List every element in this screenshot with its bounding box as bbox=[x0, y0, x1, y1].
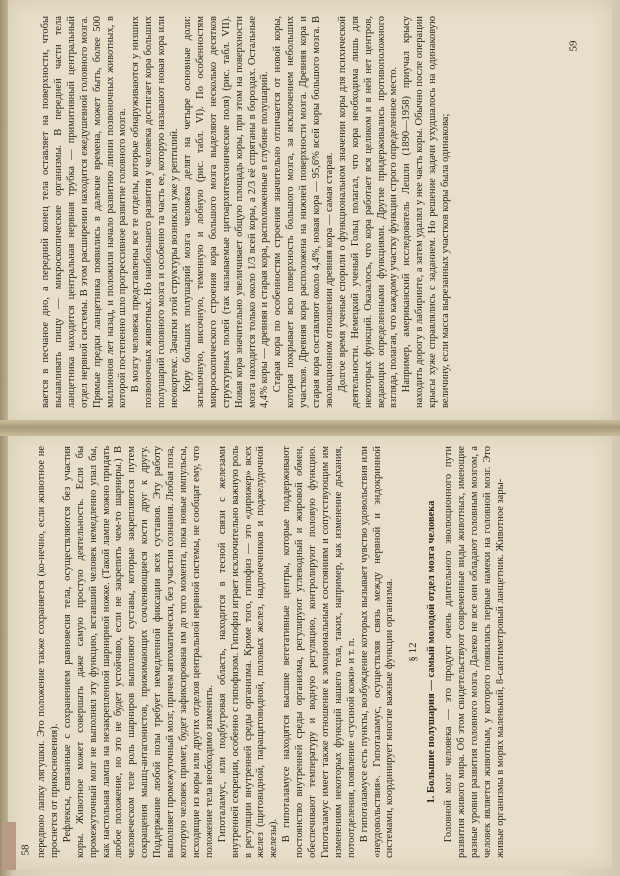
page-number: 58 bbox=[19, 844, 32, 856]
paragraph: Кору больших полушарий мозга человека делят на четыре основные доли: затылочную, височную, теменную и лобную (рис. табл. VI). По особенностям микроскопического строения кора большого мозга выделяют несколько десятков структурных полей (так называемые цитоархитектонические поля) (рис. табл. VII). Новая кора значительно увеличивает общую площадь коры, при этом на поверхности мозга находится только около 1/3 всей коры, а 2/3 её спрятаны в бороздах. Остальные 4,4% коры — древняя и старая кора, расположенные в глубине полушарий. bbox=[181, 16, 271, 408]
paragraph: Например, американский исследователь Лешли (1890—1958) приучал крысу находить дорогу в лабиринте, а затем удалял у нее часть коры. Обычно после операции крысы хуже справлялись с заданием. Но решение задачи ухудшалось на одинаковую величину, если масса вырезанных участков коры была одинакова; bbox=[401, 16, 452, 408]
paragraph: Долгое время ученые спорили о функциональном значении коры для психической деятельности. Немецкий ученый Гольц полагал, что кора необходима лишь для некоторых функций. Оказалось, что кора работает вся целиком и в ней нет центров, ведающих определенными функциями. Другие придерживались противоположного взгляда, полагая, что каждому участку функции строго определенное место. bbox=[336, 16, 400, 408]
section-heading: 1. Большие полушария — самый молодой отдел мозга человека bbox=[426, 500, 438, 804]
section-mark: § 12 bbox=[407, 642, 420, 662]
paragraph: Головной мозг человека — это продукт очень длительного эволюционного пути развития живого мира. Об этом свидетельствуют современные виды животных, имеющие разные уровни развития головного мозга. Далеко не все они обладают головным мозгом, а человек является животным, у которого появились первые намеки на головной мозг. Это живые организмы в морях маленький, 8-сантиметровый ланцетник. Животное зары- bbox=[443, 446, 506, 858]
paragraph: Гипоталамус, или подбугровая область, находится в тесной связи с железами внутренней секреции, особенно с гипофизом. Гипофиз играет исключительно важную роль в регуляции внутренней среды организма. Кроме того, гипофиз — это «дирижер» всех желез (щитовидной, паращитовидной, половых желез, надпочечников и поджелудочной железы). bbox=[216, 446, 280, 858]
page-59-text bbox=[40, 16, 580, 408]
paragraph: В гипоталамусе находятся высшие вегетативные центры, которые поддерживают постоянство внутренней среды организма, регулируют углеводный и жировой обмен, обеспечивают температуру и водную регуляцию, контролируют половую функцию. Гипоталамус имеет также отношение к эмоциональным состояниям и сопутствующим им изменениям некоторых функций нашего тела, таких, например, как изменение дыхания, потоотделения, появление «гусиной кожи» и т. п. bbox=[281, 446, 357, 858]
paragraph: вается в песчаное дно, а передний конец тела оставляет на поверхности, чтобы вылавливать пищу — микроскопические организмы. В передней части тела ланцетника находится центральная нервная трубка — примитивный центральный отдел нервной системы. В этом расширении находится ежедушевной головного мозга. Прямые предки ланцетника появились в далекие времена, может быть, более 500 миллионов лет назад, и положили начало развитию линии позвоночных животных, в которой постепенно шло прогрессивное развитие головного мозга. bbox=[40, 16, 129, 408]
page-58-text bbox=[36, 446, 584, 858]
paragraph: Рефлексы, связанные с сохранением равновесия тела, осуществляются без участия коры. Животное может совершать даже самую простую деятельность. Если бы промежуточный мозг не выполнял эту функцию, вставший человек немедленно упал бы, как настольная лампа на незакрепленной шарнирной ножке. (Такой лампе можно придать любое положение, но это не будет устойчиво, если не закрепить чем-то шарниры.) В человеческом теле роль шарниров выполняют суставы, которые закрепляются путем сокращения мышц-антагонистов, прижимающих сочленяющиеся кости друг к другу. Поддержание любой позы требует немедленной фиксации всех суставов. Эту работу выполняет промежуточный мозг, причем автоматически, без участия сознания. Любая поза, которую человек примет, будет зафиксирована им до того момента, пока новые импульсы, исходящие из коры или других отделов центральной нервной системы, не сообщат ему, что положение тела необходимо изменить. bbox=[61, 446, 215, 858]
binding-tape bbox=[2, 822, 16, 870]
paragraph: передвою лапку лягушки. Это положение также сохраняется (ко-нечно, если животное не проснется от прикосновения). bbox=[36, 446, 60, 858]
paragraph: В гипоталамусе есть пункты, возбуждение которых вызывает чувство удовольствия или «неудовольствия». Гипоталамус, осуществляя связь между нервной и эндокринной системами, координирует многие важные функции организма. bbox=[358, 446, 396, 858]
paragraph: В мозгу человека представлены все те отделы, которые обнаруживаются у низших позвоночных животных. Но наибольшего развития у человека достигает кора больших полушарий головного мозга и особенно та часть ее, которую называют новая кора или неокортекс. Зачатки этой структуры возникли уже у рептилий. bbox=[130, 16, 181, 408]
book-gutter bbox=[0, 420, 620, 436]
paragraph: Старая кора по особенностям строения значительно отличается от новой коры, которая покрывает всю поверхность большого мозга, за исключением небольших участков. Древняя кора расположена на нижней поверхности мозга. Древняя кора и старая кора составляют около 4,4%, новая кора — 95,6% всей коры большого мозга. В эволюционном отношении древняя кора — самая старая. bbox=[272, 16, 335, 408]
page-number: 59 bbox=[567, 40, 580, 52]
